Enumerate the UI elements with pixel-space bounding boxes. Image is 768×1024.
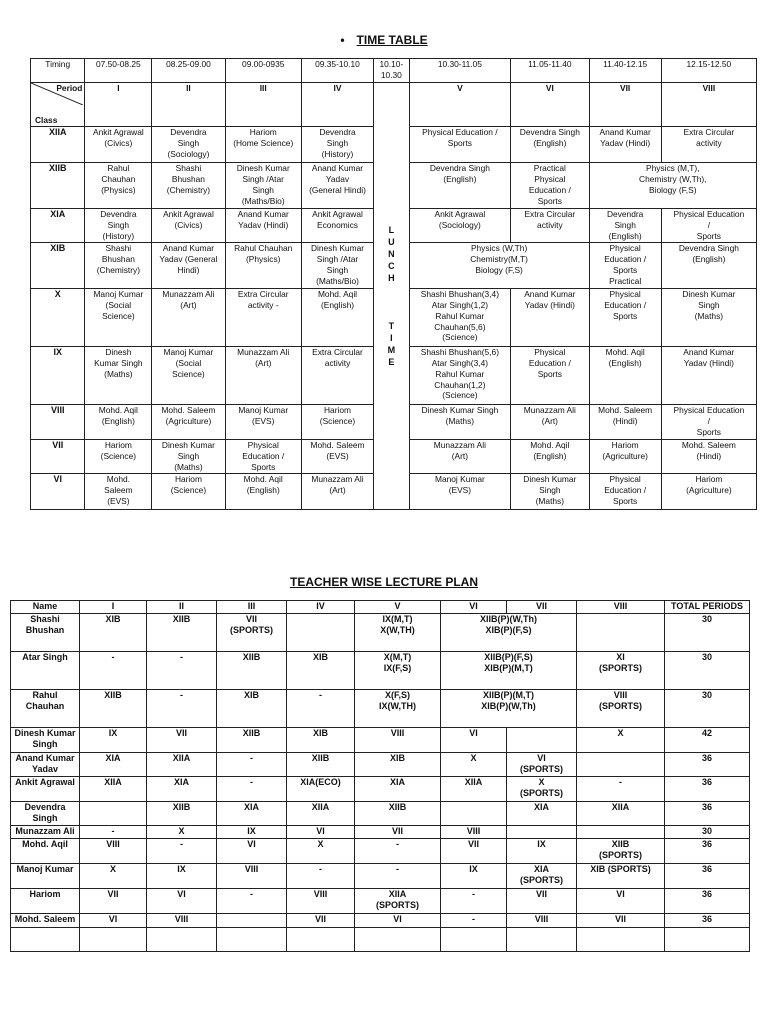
teacher-name: Mohd. Saleem (11, 914, 80, 928)
timetable-cell: Physical Education / Sports (225, 440, 301, 474)
plan-cell: XIA (SPORTS) (507, 864, 577, 889)
column-header: I (80, 601, 147, 614)
teacher-name: Munazzam Ali (11, 826, 80, 839)
timetable-cell: Dinesh Kumar Singh (Maths) (661, 289, 756, 347)
timetable-cell: Shashi Bhushan (Chemistry) (152, 163, 225, 209)
timetable-cell: Munazzam Ali (Art) (511, 405, 589, 440)
plan-cell (441, 802, 507, 826)
plan-cell: VI (SPORTS) (507, 753, 577, 777)
total-periods: 36 (665, 914, 750, 928)
timing-cell: 11.05-11.40 (511, 59, 589, 83)
column-header: III (217, 601, 287, 614)
plan-cell: - (217, 777, 287, 802)
timetable-cell: Dinesh Kumar Singh (Maths) (152, 440, 225, 474)
plan-cell: VII (507, 889, 577, 914)
plan-cell: VIII (355, 728, 441, 753)
period-number: IV (301, 83, 373, 127)
plan-cell: - (147, 690, 217, 728)
timetable-cell: Devendra Singh (English) (661, 243, 756, 289)
plan-cell: - (217, 889, 287, 914)
plan-cell: VII (80, 889, 147, 914)
timetable-cell: Anand Kumar Yadav (Hindi) (511, 289, 589, 347)
timetable-cell: Anand Kumar Yadav (General Hindi) (152, 243, 225, 289)
column-header: VII (507, 601, 577, 614)
teacher-name: Shashi Bhushan (11, 614, 80, 652)
plan-cell: X(M,T) IX(F,S) (355, 652, 441, 690)
plan-cell: XIA (507, 802, 577, 826)
plan-cell: XIB (SPORTS) (577, 864, 665, 889)
timetable-cell: Dinesh Kumar Singh (Maths) (409, 405, 510, 440)
teacher-row (11, 914, 750, 928)
timetable-cell: Dinesh Kumar Singh /Atar Singh (Maths/Bio) (301, 243, 373, 289)
column-header: V (355, 601, 441, 614)
empty-cell (507, 928, 577, 952)
column-header: Name (11, 601, 80, 614)
plan-cell: XIB (355, 753, 441, 777)
teacher-name: Atar Singh (11, 652, 80, 690)
timetable-cell: Munazzam Ali (Art) (301, 474, 373, 510)
plan-cell: XIIB (287, 753, 355, 777)
period-number: III (225, 83, 301, 127)
plan-cell: XIA (217, 802, 287, 826)
timetable-cell: Shashi Bhushan(3,4) Atar Singh(1,2) Rahul Kumar Chauhan(5,6) (Science) (409, 289, 510, 347)
plan-cell: VI (287, 826, 355, 839)
timetable-cell: Mohd. Saleem (Agriculture) (152, 405, 225, 440)
plan-cell (80, 802, 147, 826)
teacher-plan-table (10, 600, 750, 952)
plan-cell: VII (441, 839, 507, 864)
timetable-cell: Mohd. Aqil (English) (301, 289, 373, 347)
teacher-row (11, 777, 750, 802)
plan-cell: VII (147, 728, 217, 753)
column-header: VIII (577, 601, 665, 614)
lunch-time-column: L U N C H T I M E (374, 83, 410, 510)
plan-cell: X (287, 839, 355, 864)
plan-cell: VI (355, 914, 441, 928)
plan-cell: VIII (SPORTS) (577, 690, 665, 728)
timing-cell: 08.25-09.00 (152, 59, 225, 83)
empty-cell (355, 928, 441, 952)
period-row (31, 83, 757, 127)
timing-cell: 07.50-08.25 (85, 59, 152, 83)
period-number: VI (511, 83, 589, 127)
plan-cell: IX (147, 864, 217, 889)
plan-cell (577, 826, 665, 839)
timetable-cell: Hariom (Agriculture) (589, 440, 661, 474)
plan-cell: XIIB (355, 802, 441, 826)
plan-cell: IX(M,T) X(W,TH) (355, 614, 441, 652)
teacher-row (11, 690, 750, 728)
plan-cell: X (147, 826, 217, 839)
plan-cell: XIIB (217, 728, 287, 753)
plan-cell: VI (80, 914, 147, 928)
timetable-cell: Physical Education / Sports (409, 127, 510, 163)
plan-cell: - (287, 690, 355, 728)
total-periods: 36 (665, 839, 750, 864)
class-name: X (31, 289, 85, 347)
timetable-cell: Anand Kumar Yadav (General Hindi) (301, 163, 373, 209)
empty-cell (577, 928, 665, 952)
total-periods: 30 (665, 652, 750, 690)
plan-cell: XIIB (147, 614, 217, 652)
plan-cell: - (80, 826, 147, 839)
period-number: I (85, 83, 152, 127)
plan-cell: XIB (287, 652, 355, 690)
total-periods: 30 (665, 614, 750, 652)
plan-cell: - (287, 864, 355, 889)
timing-cell: 10.30-11.05 (409, 59, 510, 83)
plan-cell: - (147, 839, 217, 864)
timetable-cell: Extra Circular activity - (225, 289, 301, 347)
teacher-row (11, 614, 750, 652)
teacher-name: Mohd. Aqil (11, 839, 80, 864)
class-name: XIIA (31, 127, 85, 163)
plan-cell: XIB (80, 614, 147, 652)
plan-cell (507, 728, 577, 753)
class-name: VIII (31, 405, 85, 440)
timing-cell: 12.15-12.50 (661, 59, 756, 83)
timetable-cell: Physics (W,Th) Chemistry(M,T) Biology (F,S) (409, 243, 589, 289)
timetable-cell: Physics (M,T), Chemistry (W,Th), Biology (F,S) (589, 163, 756, 209)
plan-cell: VIII (287, 889, 355, 914)
teacher-row (11, 802, 750, 826)
timetable-cell: Dinesh Kumar Singh /Atar Singh (Maths/Bio) (225, 163, 301, 209)
timetable-cell: Mohd. Saleem (Hindi) (661, 440, 756, 474)
plan-cell: - (217, 753, 287, 777)
timetable-cell: Extra Circular activity (511, 209, 589, 243)
plan-cell (577, 614, 665, 652)
teacher-name: Dinesh Kumar Singh (11, 728, 80, 753)
timetable-cell: Hariom (Science) (85, 440, 152, 474)
timetable-cell: Mohd. Aqil (English) (589, 347, 661, 405)
plan-cell: XIIA (287, 802, 355, 826)
empty-cell (441, 928, 507, 952)
timing-row (31, 59, 757, 83)
timetable-cell: Munazzam Ali (Art) (225, 347, 301, 405)
plan-cell: VIII (217, 864, 287, 889)
teacher-row (11, 652, 750, 690)
plan-cell: XI (SPORTS) (577, 652, 665, 690)
period-number: VIII (661, 83, 756, 127)
plan-cell: IX (80, 728, 147, 753)
timetable-cell: Mohd. Aqil (English) (225, 474, 301, 510)
timetable-cell: Physical Education / Sports (589, 474, 661, 510)
timetable-cell: Physical Education / Sports Practical (589, 243, 661, 289)
plan-cell: X (80, 864, 147, 889)
timetable-cell: Mohd. Aqil (English) (85, 405, 152, 440)
timetable-cell: Manoj Kumar (Social Science) (85, 289, 152, 347)
plan-cell: XIIA (147, 753, 217, 777)
plan-cell: VI (577, 889, 665, 914)
plan-cell: VII (577, 914, 665, 928)
plan-cell: VI (217, 839, 287, 864)
teacher-row (11, 728, 750, 753)
plan-cell: - (355, 864, 441, 889)
empty-cell (80, 928, 147, 952)
timetable-cell: Devendra Singh (English) (589, 209, 661, 243)
plan-cell: - (355, 839, 441, 864)
teacher-plan-title-text: TEACHER WISE LECTURE PLAN (289, 575, 478, 589)
teacher-plan-title (0, 575, 768, 589)
timetable-cell: Physical Education / Sports (511, 347, 589, 405)
plan-cell: XIIA (441, 777, 507, 802)
plan-cell: XIIA (577, 802, 665, 826)
teacher-name: Rahul Chauhan (11, 690, 80, 728)
timetable-cell: Ankit Agrawal (Civics) (152, 209, 225, 243)
teacher-row (11, 753, 750, 777)
timetable-cell: Hariom (Science) (301, 405, 373, 440)
plan-cell: XIA (355, 777, 441, 802)
timetable-cell: Hariom (Agriculture) (661, 474, 756, 510)
timetable-cell: Extra Circular activity (661, 127, 756, 163)
plan-cell (577, 753, 665, 777)
timetable-cell: Devendra Singh (History) (301, 127, 373, 163)
total-periods: 36 (665, 753, 750, 777)
teacher-row (11, 864, 750, 889)
teacher-name: Anand Kumar Yadav (11, 753, 80, 777)
period-label: Period (56, 83, 83, 93)
timetable-cell: Extra Circular activity (301, 347, 373, 405)
period-number: V (409, 83, 510, 127)
total-periods: 36 (665, 889, 750, 914)
total-periods: 36 (665, 777, 750, 802)
timetable-cell: Hariom (Home Science) (225, 127, 301, 163)
timing-label: Timing (31, 59, 85, 83)
timetable-cell: Mohd. Saleem (EVS) (85, 474, 152, 510)
plan-cell: X (SPORTS) (507, 777, 577, 802)
header-row (11, 601, 750, 614)
timetable-cell: Practical Physical Education / Sports (511, 163, 589, 209)
plan-cell (217, 914, 287, 928)
timetable-cell: Manoj Kumar (Social Science) (152, 347, 225, 405)
timetable-cell: Mohd. Aqil (English) (511, 440, 589, 474)
timetable-cell: Rahul Chauhan (Physics) (225, 243, 301, 289)
teacher-row (11, 839, 750, 864)
timetable-cell: Devendra Singh (English) (511, 127, 589, 163)
plan-cell: - (441, 889, 507, 914)
plan-cell: VII (SPORTS) (217, 614, 287, 652)
teacher-name: Devendra Singh (11, 802, 80, 826)
timing-cell: 09.00-0935 (225, 59, 301, 83)
plan-cell: XIIB(P)(W,Th) XIB(P)(F,S) (441, 614, 577, 652)
plan-cell: VII (355, 826, 441, 839)
timetable-cell: Anand Kumar Yadav (Hindi) (225, 209, 301, 243)
plan-cell: VIII (441, 826, 507, 839)
class-name: IX (31, 347, 85, 405)
plan-cell: XIIB (80, 690, 147, 728)
timetable-cell: Shashi Bhushan (Chemistry) (85, 243, 152, 289)
timetable-cell: Devendra Singh (History) (85, 209, 152, 243)
plan-cell: VIII (507, 914, 577, 928)
plan-cell: - (441, 914, 507, 928)
plan-cell: IX (507, 839, 577, 864)
total-periods: 30 (665, 826, 750, 839)
plan-cell: - (147, 652, 217, 690)
timetable-cell: Devendra Singh (Sociology) (152, 127, 225, 163)
timetable-cell: Physical Education / Sports (589, 289, 661, 347)
period-number: VII (589, 83, 661, 127)
plan-cell: VIII (147, 914, 217, 928)
class-name: XIB (31, 243, 85, 289)
empty-cell (287, 928, 355, 952)
total-periods: 42 (665, 728, 750, 753)
timetable-cell: Devendra Singh (English) (409, 163, 510, 209)
plan-cell: VIII (80, 839, 147, 864)
timetable-cell: Dinesh Kumar Singh (Maths) (85, 347, 152, 405)
plan-cell: VI (441, 728, 507, 753)
timetable-cell: Mohd. Saleem (Hindi) (589, 405, 661, 440)
timetable-cell: Anand Kumar Yadav (Hindi) (589, 127, 661, 163)
column-header: VI (441, 601, 507, 614)
plan-cell: X (441, 753, 507, 777)
timetable-cell: Rahul Chauhan (Physics) (85, 163, 152, 209)
timetable-cell: Ankit Agrawal Economics (301, 209, 373, 243)
plan-cell (507, 826, 577, 839)
total-periods: 36 (665, 864, 750, 889)
class-name: XIA (31, 209, 85, 243)
plan-cell: - (577, 777, 665, 802)
empty-cell (147, 928, 217, 952)
timing-cell: 10.10- 10.30 (374, 59, 410, 83)
plan-cell: XIB (287, 728, 355, 753)
plan-cell: IX (441, 864, 507, 889)
time-table-title-text: TIME TABLE (356, 33, 428, 47)
class-name: VI (31, 474, 85, 510)
timetable-cell: Physical Education / Sports (661, 209, 756, 243)
timetable-cell: Shashi Bhushan(5,6) Atar Singh(3,4) Rahul Kumar Chauhan(1,2) (Science) (409, 347, 510, 405)
plan-cell: XIIB (147, 802, 217, 826)
plan-cell: XIIB (SPORTS) (577, 839, 665, 864)
period-class-corner (31, 83, 85, 127)
timetable-cell: Mohd. Saleem (EVS) (301, 440, 373, 474)
timing-cell: 09.35-10.10 (301, 59, 373, 83)
timetable-cell: Anand Kumar Yadav (Hindi) (661, 347, 756, 405)
timetable-cell: Hariom (Science) (152, 474, 225, 510)
timetable-cell: Ankit Agrawal (Civics) (85, 127, 152, 163)
plan-cell: X(F,S) IX(W,TH) (355, 690, 441, 728)
plan-cell: X (577, 728, 665, 753)
timetable-cell: Ankit Agrawal (Sociology) (409, 209, 510, 243)
total-periods: 30 (665, 690, 750, 728)
timetable-cell: Munazzam Ali (Art) (152, 289, 225, 347)
timetable-cell: Manoj Kumar (EVS) (409, 474, 510, 510)
column-header: II (147, 601, 217, 614)
column-header: TOTAL PERIODS (665, 601, 750, 614)
empty-cell (217, 928, 287, 952)
timetable-cell: Physical Education / Sports (661, 405, 756, 440)
plan-cell: VI (147, 889, 217, 914)
timetable-cell: Dinesh Kumar Singh (Maths) (511, 474, 589, 510)
empty-cell (11, 928, 80, 952)
plan-cell: XIA(ECO) (287, 777, 355, 802)
timing-cell: 11.40-12.15 (589, 59, 661, 83)
bullet-glyph: • (340, 33, 345, 47)
teacher-name: Hariom (11, 889, 80, 914)
class-name: XIIB (31, 163, 85, 209)
column-header: IV (287, 601, 355, 614)
empty-row (11, 928, 750, 952)
plan-cell: XIA (80, 753, 147, 777)
teacher-name: Ankit Agrawal (11, 777, 80, 802)
teacher-row (11, 889, 750, 914)
teacher-row (11, 826, 750, 839)
time-table (30, 58, 757, 510)
period-number: II (152, 83, 225, 127)
plan-cell: IX (217, 826, 287, 839)
plan-cell: XIB (217, 690, 287, 728)
class-name: VII (31, 440, 85, 474)
teacher-name: Manoj Kumar (11, 864, 80, 889)
plan-cell: XIIA (SPORTS) (355, 889, 441, 914)
plan-cell: XIIA (80, 777, 147, 802)
plan-cell: XIA (147, 777, 217, 802)
time-table-title (0, 33, 768, 47)
plan-cell: - (80, 652, 147, 690)
plan-cell: XIIB (217, 652, 287, 690)
timetable-cell: Manoj Kumar (EVS) (225, 405, 301, 440)
plan-cell (287, 614, 355, 652)
plan-cell: VII (287, 914, 355, 928)
class-label: Class (35, 115, 58, 126)
plan-cell: XIIB(P)(M,T) XIB(P)(W,Th) (441, 690, 577, 728)
timetable-cell: Munazzam Ali (Art) (409, 440, 510, 474)
empty-cell (665, 928, 750, 952)
plan-cell: XIIB(P)(F,S) XIB(P)(M,T) (441, 652, 577, 690)
total-periods: 36 (665, 802, 750, 826)
